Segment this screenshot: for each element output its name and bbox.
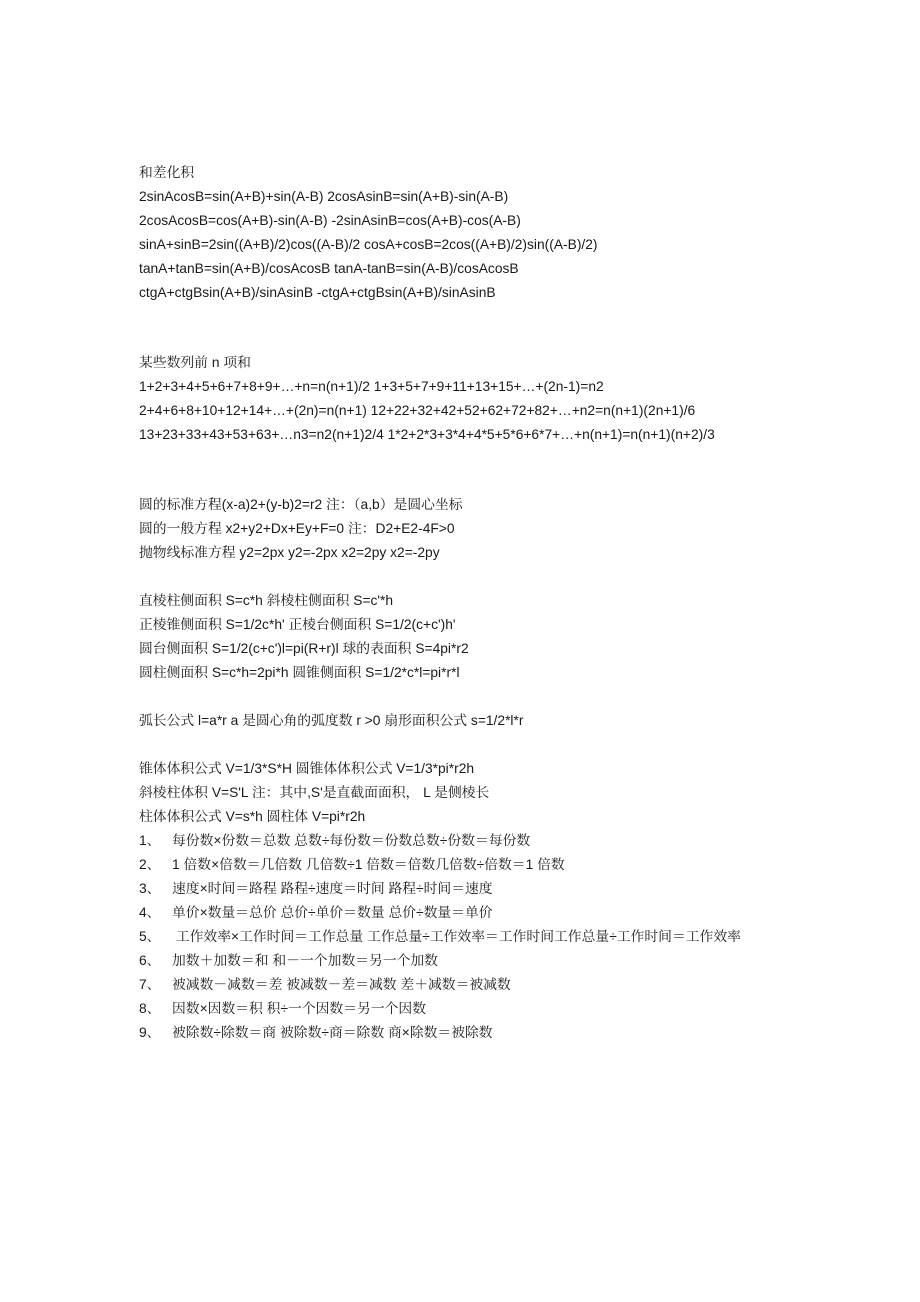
formula-line: tanA+tanB=sin(A+B)/cosAcosB tanA-tanB=sin(A-B)/cosAcosB — [139, 261, 519, 276]
formula-line: 圆柱侧面积 S=c*h=2pi*h 圆锥侧面积 S=1/2*c*l=pi*r*l — [139, 665, 460, 680]
item-text: 被减数－减数＝差 被减数－差＝减数 差＋减数＝被减数 — [172, 977, 511, 992]
item-text: 每份数×份数＝总数 总数÷每份数＝份数总数÷份数＝每份数 — [172, 833, 531, 848]
surface-area-section — [139, 589, 860, 685]
arc-length-section — [139, 709, 860, 733]
item-text: 1 倍数×倍数＝几倍数 几倍数÷1 倍数＝倍数几倍数÷倍数＝1 倍数 — [172, 857, 565, 872]
formula-line: 抛物线标准方程 y2=2px y2=-2px x2=2py x2=-2py — [139, 545, 440, 560]
formula-line: 圆的一般方程 x2+y2+Dx+Ey+F=0 注：D2+E2-4F>0 — [139, 521, 455, 536]
item-text: 被除数÷除数＝商 被除数÷商＝除数 商×除数＝被除数 — [172, 1025, 493, 1040]
arithmetic-relations-section — [139, 829, 860, 1045]
volume-section — [139, 757, 860, 829]
item-text: 单价×数量＝总价 总价÷单价＝数量 总价÷数量＝单价 — [172, 905, 493, 920]
item-number: 6、 — [139, 953, 161, 968]
section-title: 和差化积 — [139, 165, 195, 180]
formula-line: ctgA+ctgBsin(A+B)/sinAsinB -ctgA+ctgBsin(A+B)/sinAsinB — [139, 285, 496, 300]
list-item — [139, 949, 860, 973]
formula-line: 直棱柱侧面积 S=c*h 斜棱柱侧面积 S=c'*h — [139, 593, 394, 608]
formula-line: 锥体体积公式 V=1/3*S*H 圆锥体体积公式 V=1/3*pi*r2h — [139, 761, 475, 776]
list-item — [139, 829, 860, 853]
formula-line: 圆台侧面积 S=1/2(c+c')l=pi(R+r)l 球的表面积 S=4pi*r2 — [139, 641, 469, 656]
formula-line: 2+4+6+8+10+12+14+…+(2n)=n(n+1) 12+22+32+42+52+62+72+82+…+n2=n(n+1)(2n+1)/6 — [139, 403, 696, 418]
list-item — [139, 925, 799, 949]
formula-line: 1+2+3+4+5+6+7+8+9+…+n=n(n+1)/2 1+3+5+7+9+11+13+15+…+(2n-1)=n2 — [139, 379, 604, 394]
list-item — [139, 901, 860, 925]
item-number: 1、 — [139, 833, 161, 848]
formula-line: 圆的标准方程(x-a)2+(y-b)2=r2 注：（a,b）是圆心坐标 — [139, 497, 463, 512]
formula-line: 正棱锥侧面积 S=1/2c*h' 正棱台侧面积 S=1/2(c+c')h' — [139, 617, 456, 632]
formula-line: 弧长公式 l=a*r a 是圆心角的弧度数 r >0 扇形面积公式 s=1/2*l*r — [139, 713, 524, 728]
item-number: 4、 — [139, 905, 161, 920]
list-item — [139, 853, 860, 877]
formula-line: 2sinAcosB=sin(A+B)+sin(A-B) 2cosAsinB=sin(A+B)-sin(A-B) — [139, 189, 509, 204]
item-text: 速度×时间＝路程 路程÷速度＝时间 路程÷时间＝速度 — [172, 881, 493, 896]
item-number: 3、 — [139, 881, 161, 896]
item-text: 加数＋加数＝和 和－一个加数＝另一个加数 — [172, 953, 438, 968]
formula-line: 柱体体积公式 V=s*h 圆柱体 V=pi*r2h — [139, 809, 366, 824]
list-item — [139, 877, 860, 901]
list-item — [139, 1021, 860, 1045]
item-text: 因数×因数＝积 积÷一个因数＝另一个因数 — [172, 1001, 427, 1016]
item-text: 工作效率×工作时间＝工作总量 工作总量÷工作效率＝工作时间工作总量÷工作时间＝工作效率 — [172, 929, 741, 944]
item-number: 8、 — [139, 1001, 161, 1016]
series-sum-section — [139, 351, 860, 447]
formula-line: 13+23+33+43+53+63+…n3=n2(n+1)2/4 1*2+2*3+3*4+4*5+5*6+6*7+…+n(n+1)=n(n+1)(n+2)/3 — [139, 427, 715, 442]
list-item — [139, 973, 860, 997]
list-item — [139, 997, 860, 1021]
formula-line: 2cosAcosB=cos(A+B)-sin(A-B) -2sinAsinB=cos(A+B)-cos(A-B) — [139, 213, 521, 228]
section-title: 某些数列前 n 项和 — [139, 355, 251, 370]
item-number: 2、 — [139, 857, 161, 872]
circle-equation-section — [139, 493, 860, 565]
item-number: 9、 — [139, 1025, 161, 1040]
formula-line: 斜棱柱体积 V=S'L 注：其中,S'是直截面面积， L 是侧棱长 — [139, 785, 490, 800]
item-number: 5、 — [139, 929, 161, 944]
sum-to-product-section — [139, 161, 860, 305]
formula-line: sinA+sinB=2sin((A+B)/2)cos((A-B)/2 cosA+cosB=2cos((A+B)/2)sin((A-B)/2) — [139, 237, 598, 252]
item-number: 7、 — [139, 977, 161, 992]
